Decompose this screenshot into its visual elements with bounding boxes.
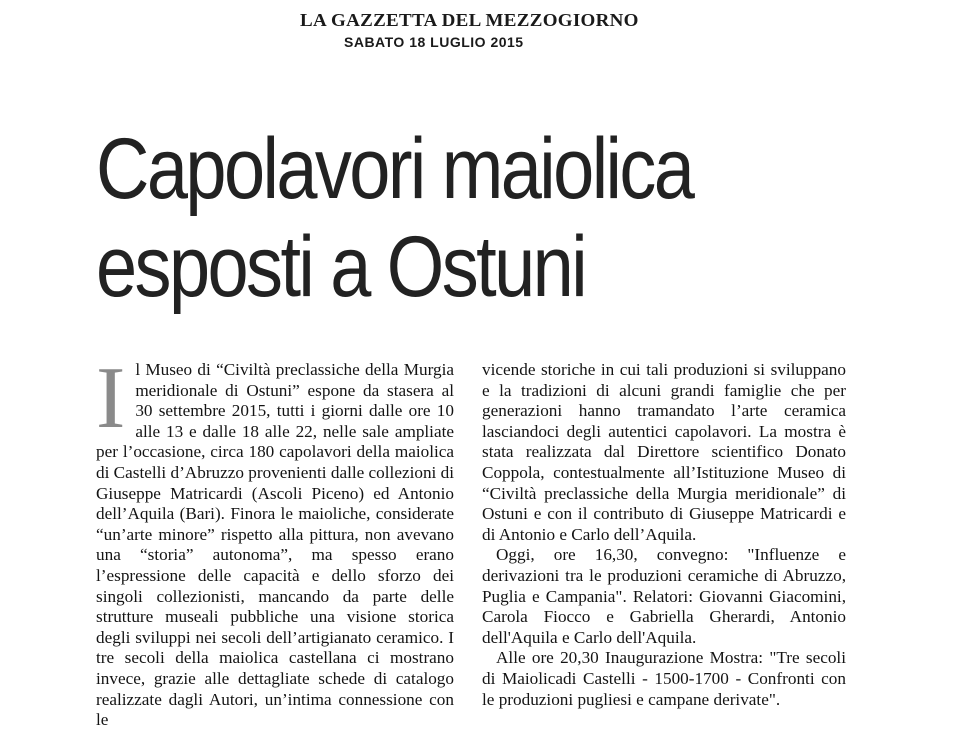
article-paragraph: l Museo di “Civiltà preclassiche della Murgia meridionale di Ostuni” espone da stasera al 30 settembre 2015, tutti i giorni dalle ore 10 alle 13 e dalle 18 alle 22, nelle sale ampliate per l’occasione, circa 180 capolavori della maiolica di Castelli d’Abruzzo provenienti dalle collezioni di Giuseppe Matricardi (Ascoli Piceno) ed Antonio dell’Aquila (Bari). Finora le maioliche, considerate “un’arte minore” rispetto alla pittura, non avevano una “storia” autonoma”, ma spesso erano l’espressione delle capacità e dello sforzo dei singoli collezionisti, mancando da parte delle strutture museali pubbliche una visione storica degli sviluppi nei secoli dell’artigianato ceramico. I tre secoli della maiolica castellana ci mostrano invece, grazie alle dettagliate schede di catalogo realizzate dagli Autori, un’intima connessione con le — [96, 360, 454, 730]
headline-line-1: Capolavori maiolica — [96, 121, 693, 217]
masthead — [300, 10, 639, 50]
article-paragraph: vicende storiche in cui tali produzioni si sviluppano e la tradizioni di alcuni grandi famiglie che per generazioni hanno tramandato l’arte ceramica lasciandoci degli autentici capolavori. La mostra è stata realizzata dal Direttore scientifico Donato Coppola, contestualmente all’Istituzione Museo di “Civiltà preclassiche della Murgia meridionale” di Ostuni e con il contributo di Giuseppe Matricardi e di Antonio e Carlo dell’Aquila. — [482, 360, 846, 544]
article-paragraph: Oggi, ore 16,30, convegno: "Influenze e derivazioni tra le produzioni ceramiche di Abruzzo, Puglia e Campania". Relatori: Giovanni Giacomini, Carola Fiocco e Gabriella Gherardi, Antonio dell'Aquila e Carlo dell'Aquila. — [482, 545, 846, 647]
headline-line-2: esposti a Ostuni — [96, 219, 586, 315]
article-column-right — [482, 360, 846, 710]
publication-date: SABATO 18 LUGLIO 2015 — [344, 34, 524, 50]
headline — [96, 120, 784, 316]
newspaper-name: LA GAZZETTA DEL MEZZOGIORNO — [300, 10, 639, 31]
article-column-left — [96, 350, 454, 731]
drop-cap: I — [96, 350, 126, 447]
article-paragraph: Alle ore 20,30 Inaugurazione Mostra: "Tre secoli di Maiolicadi Castelli - 1500-1700 - Confronti con le produzioni pugliesi e campane derivate". — [482, 648, 846, 709]
